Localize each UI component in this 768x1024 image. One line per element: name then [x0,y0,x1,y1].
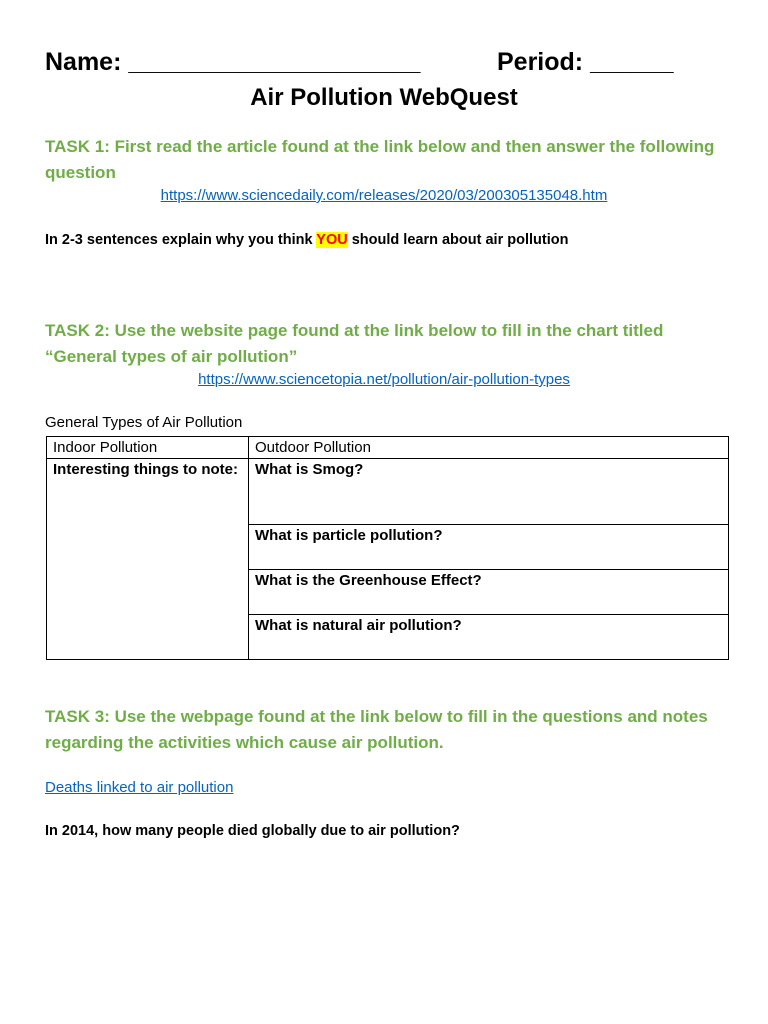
task1-question [45,232,568,248]
task2-link[interactable]: https://www.sciencetopia.net/pollution/air-pollution-types [198,371,570,388]
greenhouse-question-cell[interactable]: What is the Greenhouse Effect? [249,570,729,615]
task3-link-row [45,779,233,797]
table-caption: General Types of Air Pollution [45,414,243,431]
name-field-label: Name: _____________________ [45,48,421,76]
task1-link[interactable]: https://www.sciencedaily.com/releases/2020/03/200305135048.htm [160,187,608,204]
period-field-label: Period: ______ [497,48,674,76]
table-header-row [47,437,729,459]
task1-question-text-end: should learn about air pollution [347,232,569,248]
particle-question-cell[interactable]: What is particle pollution? [249,525,729,570]
outdoor-header: Outdoor Pollution [249,437,729,459]
natural-question-cell[interactable]: What is natural air pollution? [249,615,729,660]
smog-question-cell[interactable]: What is Smog? [249,459,729,525]
table-row [47,459,729,525]
task3-heading: TASK 3: Use the webpage found at the link below to fill in the questions and notes regarding the activities which cause air pollution. [45,707,708,752]
pollution-types-table [46,436,729,660]
task2-heading: TASK 2: Use the website page found at the link below to fill in the chart titled “General types of air pollution” [45,321,664,366]
task1-link-row [0,187,768,205]
task1-heading: TASK 1: First read the article found at the link below and then answer the following question [45,137,715,182]
indoor-header: Indoor Pollution [47,437,249,459]
task3-link[interactable]: Deaths linked to air pollution [45,779,234,796]
page-title: Air Pollution WebQuest [250,84,518,111]
task1-question-text-start: In 2-3 sentences explain why you think [45,232,317,248]
indoor-note-cell[interactable]: Interesting things to note: [47,459,249,660]
task2-link-row [0,371,768,389]
task3-question: In 2014, how many people died globally due to air pollution? [45,823,460,839]
task1-question-highlight: YOU [316,232,348,248]
